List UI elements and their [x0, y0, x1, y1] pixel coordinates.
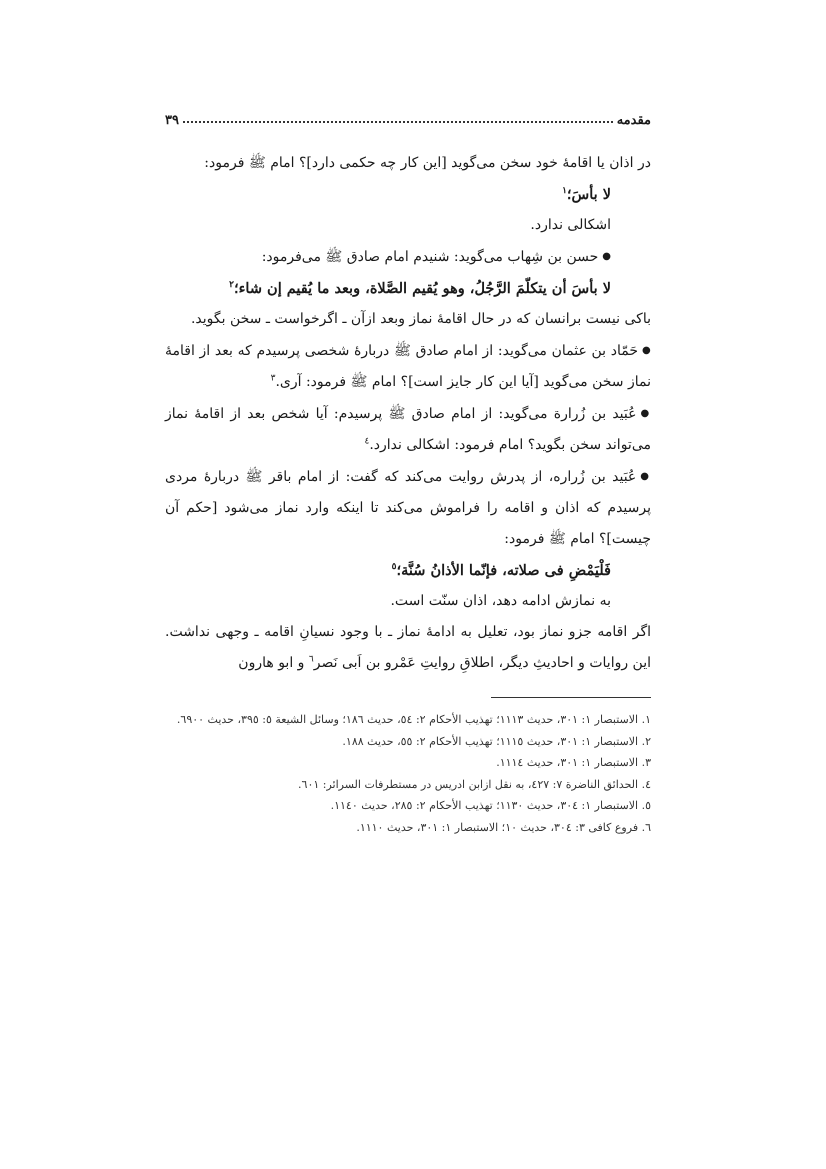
footnote: ٤. الحدائق الناضرة ٧: ٤٢٧، به نقل ازابن ادريس در مستطرفات السرائر: ٦٠١. [298, 777, 651, 791]
paragraph: باكى نيست برانسان كه در حال اقامهٔ نماز وبعد ازآن ـ اگرخواست ـ سخن بگويد. [190, 311, 651, 327]
arabic-quote: لا بأسَ أن يتكلّمَ الرَّجُلُ، وهو يُقيم الصَّلاة، وبعد ما يُقيم إن شاء؛$^٢$ [229, 280, 611, 297]
body-text [165, 148, 651, 679]
footnote-separator [491, 697, 651, 698]
arabic-quote: لا بأسَ؛$^١$ [562, 186, 611, 203]
footnotes [165, 709, 651, 838]
footnote-ref: ٥ [391, 562, 397, 573]
page-number: ٣٩ [165, 113, 179, 128]
arabic-quote: فَلْيَمْضِ فى صلاته، فإنّما الأذانُ سُنَّة؛$^٥$ [391, 562, 611, 579]
footnote: ٥. الاستبصار ١: ٣٠٤، حديث ١١٣٠؛ تهذيب الأحكام ٢: ٢٨٥، حديث ١١٤٠. [330, 799, 651, 812]
translation: به نمازش ادامه دهد، اذان سنّت است. [390, 593, 611, 609]
paragraph: در اذان يا اقامهٔ خود سخن مى‌گويد [اين كار چه حكمى دارد]؟ امام ﷺ فرمود: [204, 155, 651, 171]
footnote: ٢. الاستبصار ١: ٣٠١، حديث ١١١٥؛ تهذيب الأحكام ٢: ٥٥، حديث ١٨٨. [342, 734, 651, 748]
footnote-ref: ٣ [270, 373, 276, 384]
footnote: ٦. فروع كافى ٣: ٣٠٤، حديث ١٠؛ الاستبصار ١: ٣٠١، حديث ١١١٠. [356, 820, 651, 834]
narration-item: ● حسن بن شِهاب مى‌گويد: شنيدم امام صادق ﷺ مى‌فرمود: [165, 241, 651, 273]
footnote: ١. الاستبصار ١: ٣٠١، حديث ١١١٣؛ تهذيب الأحكام ٢: ٥٤، حديث ١٨٦؛ وسائل الشيعة ٥: ٣٩٥، حديث ٦٩٠٠. [176, 713, 651, 726]
header-dot-leader [183, 121, 613, 123]
footnote-ref: ١ [562, 186, 567, 197]
translation: اشكالى ندارد. [530, 217, 611, 233]
header-title: مقدمه [616, 113, 651, 128]
footnote-ref: ٤ [364, 436, 370, 447]
footnote-ref: ٢ [229, 280, 234, 291]
narration-item: ● عُبَيد بن زُرارة مى‌گويد: از امام صادق ﷺ پرسيدم: آيا شخص بعد از اقامهٔ نماز مى‌تواند سخن بگويد؟ امام فرمود: اشكالى ندارد.$^٤$ [165, 398, 651, 461]
narration-item: ● حَمّاد بن عثمان مى‌گويد: از امام صادق ﷺ دربارهٔ شخصى پرسيدم كه بعد از اقامهٔ نماز سخن مى‌گويد [آيا اين كار جايز است]؟ امام ﷺ فرمود: آرى.$^٣$ [165, 335, 651, 398]
footnote: ٣. الاستبصار ١: ٣٠١، حديث ١١١٤. [496, 756, 651, 769]
narration-item: ● عُبَيد بن زُراره، از پدرش روايت مى‌كند كه گفت: از امام باقر ﷺ دربارهٔ مردى پرسيدم كه اذان و اقامه را فراموش مى‌كند تا اينكه وارد نماز مى‌شود [حكم آن چيست]؟ امام ﷺ فرمود: [165, 461, 651, 555]
paragraph: اگر اقامه جزو نماز بود، تعليل به ادامهٔ نماز ـ با وجود نسيانِ اقامه ـ وجهى نداشت. اين روايات و احاديثِ ديگر، اطلاقِ روايتِ عَمْرو بن اَبى نَصر$^٦$ و ابو هارون [165, 624, 651, 671]
running-header [165, 104, 651, 128]
footnote-ref: ٦ [308, 654, 314, 665]
